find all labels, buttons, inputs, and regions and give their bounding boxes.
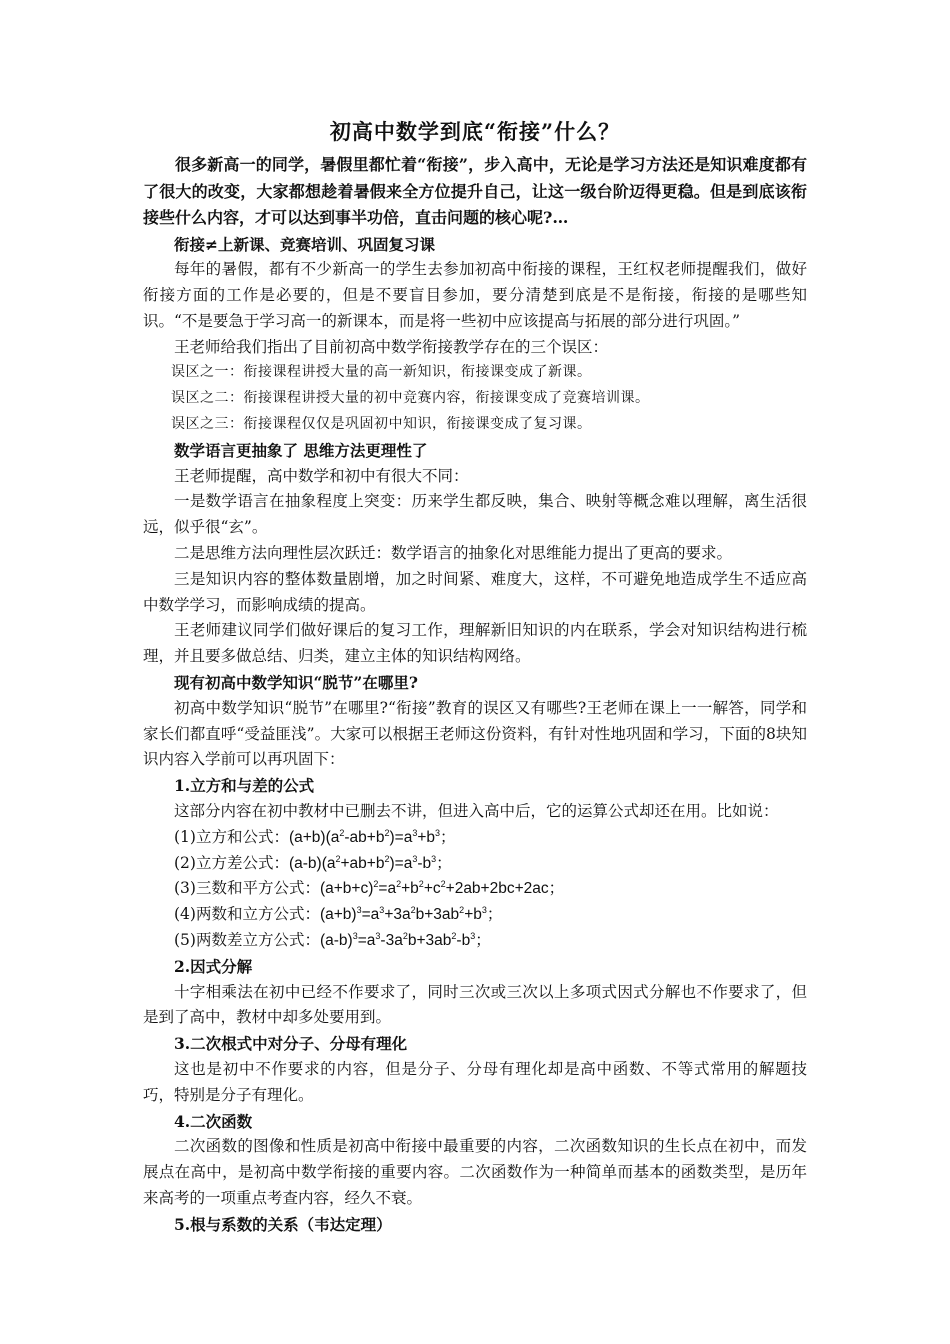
topic-heading-3: 3.二次根式中对分子、分母有理化 bbox=[174, 1034, 408, 1054]
formula-2: (2)立方差公式：$(a-b)(a^2+ab+b^2)=a^3-b^3$； bbox=[174, 853, 452, 872]
paragraph: 王老师给我们指出了目前初高中数学衔接教学存在的三个误区： bbox=[174, 337, 609, 356]
page-title: 初高中数学到底“衔接”什么？ bbox=[329, 119, 621, 144]
paragraph: 二是思维方法向理性层次跃迁：数学语言的抽象化对思维能力提出了更高的要求。 bbox=[174, 544, 733, 563]
section-heading-2: 数学语言更抽象了 思维方法更理性了 bbox=[174, 440, 428, 460]
mistake-item-1: 误区之一：衔接课程讲授大量的高一新知识，衔接课变成了新课。 bbox=[171, 364, 592, 381]
paragraph: 王老师提醒，高中数学和初中有很大不同： bbox=[174, 466, 469, 485]
paragraph: 这部分内容在初中教材中已删去不讲，但进入高中后，它的运算公式却还在用。比如说： bbox=[174, 802, 779, 821]
mistake-item-3: 误区之三：衔接课程仅仅是巩固初中知识，衔接课变成了复习课。 bbox=[171, 416, 592, 433]
section-heading-1: 衔接≠上新课、竞赛培训、巩固复习课 bbox=[174, 234, 435, 254]
paragraph: 二次函数的图像和性质是初高中衔接中最重要的内容，二次函数知识的生长点在初中，而发展点在高中，是初高中数学衔接的重要内容。二次函数作为一种简单而基本的函数类型，是历年来高考的一项重点考查内容，经久不衰。 bbox=[143, 1137, 807, 1207]
paragraph: 这也是初中不作要求的内容，但是分子、分母有理化却是高中函数、不等式常用的解题技巧，特别是分子有理化。 bbox=[143, 1060, 807, 1104]
topic-heading-5: 5.根与系数的关系（韦达定理） bbox=[174, 1214, 392, 1234]
topic-heading-2: 2.因式分解 bbox=[174, 956, 253, 976]
formula-4: (4)两数和立方公式：$(a+b)^3=a^3+3a^2b+3ab^2+b^3$； bbox=[174, 905, 503, 924]
formula-5: (5)两数差立方公式：$(a-b)^3=a^3-3a^2b+3ab^2-b^3$； bbox=[174, 931, 491, 950]
document-page bbox=[143, 118, 807, 1238]
intro-paragraph: 很多新高一的同学，暑假里都忙着“衔接”，步入高中，无论是学习方法还是知识难度都有了很大的改变，大家都想趁着暑假来全方位提升自己，让这一级台阶迈得更稳。但是到底该衔接些什么内容，才可以达到事半功倍，直击问题的核心呢?… bbox=[143, 155, 807, 227]
paragraph: 三是知识内容的整体数量剧增，加之时间紧、难度大，这样，不可避免地造成学生不适应高中数学学习，而影响成绩的提高。 bbox=[143, 569, 807, 614]
mistake-item-2: 误区之二：衔接课程讲授大量的初中竞赛内容，衔接课变成了竞赛培训课。 bbox=[171, 390, 650, 407]
paragraph: 初高中数学知识“脱节”在哪里?“衔接”教育的误区又有哪些?王老师在课上一一解答，同学和家长们都直呼“受益匪浅”。大家可以根据王老师这份资料，有针对性地巩固和学习，下面的8块知识内容入学前可以再巩固下： bbox=[143, 698, 807, 769]
paragraph: 一是数学语言在抽象程度上突变：历来学生都反映，集合、映射等概念难以理解，离生活很远，似乎很“玄”。 bbox=[143, 492, 807, 537]
paragraph: 十字相乘法在初中已经不作要求了，同时三次或三次以上多项式因式分解也不作要求了，但是到了高中，教材中却多处要用到。 bbox=[143, 982, 807, 1027]
formula-1: (1)立方和公式：$(a+b)(a^2-ab+b^2)=a^3+b^3$； bbox=[174, 827, 456, 846]
topic-heading-1: 1.立方和与差的公式 bbox=[174, 776, 315, 796]
formula-3: (3)三数和平方公式：$(a+b+c)^2=a^2+b^2+c^2+2ab+2bc+2ac$； bbox=[174, 879, 565, 898]
paragraph: 王老师建议同学们做好课后的复习工作，理解新旧知识的内在联系，学会对知识结构进行梳理，并且要多做总结、归类，建立主体的知识结构网络。 bbox=[143, 621, 807, 666]
paragraph: 每年的暑假，都有不少新高一的学生去参加初高中衔接的课程，王红权老师提醒我们，做好衔接方面的工作是必要的，但是不要盲目参加，要分清楚到底是不是衔接，衔接的是哪些知识。“不是要急于学习高一的新课本，而是将一些初中应该提高与拓展的部分进行巩固。” bbox=[143, 260, 807, 330]
topic-heading-4: 4.二次函数 bbox=[174, 1111, 253, 1131]
section-heading-3: 现有初高中数学知识“脱节”在哪里? bbox=[174, 673, 418, 693]
